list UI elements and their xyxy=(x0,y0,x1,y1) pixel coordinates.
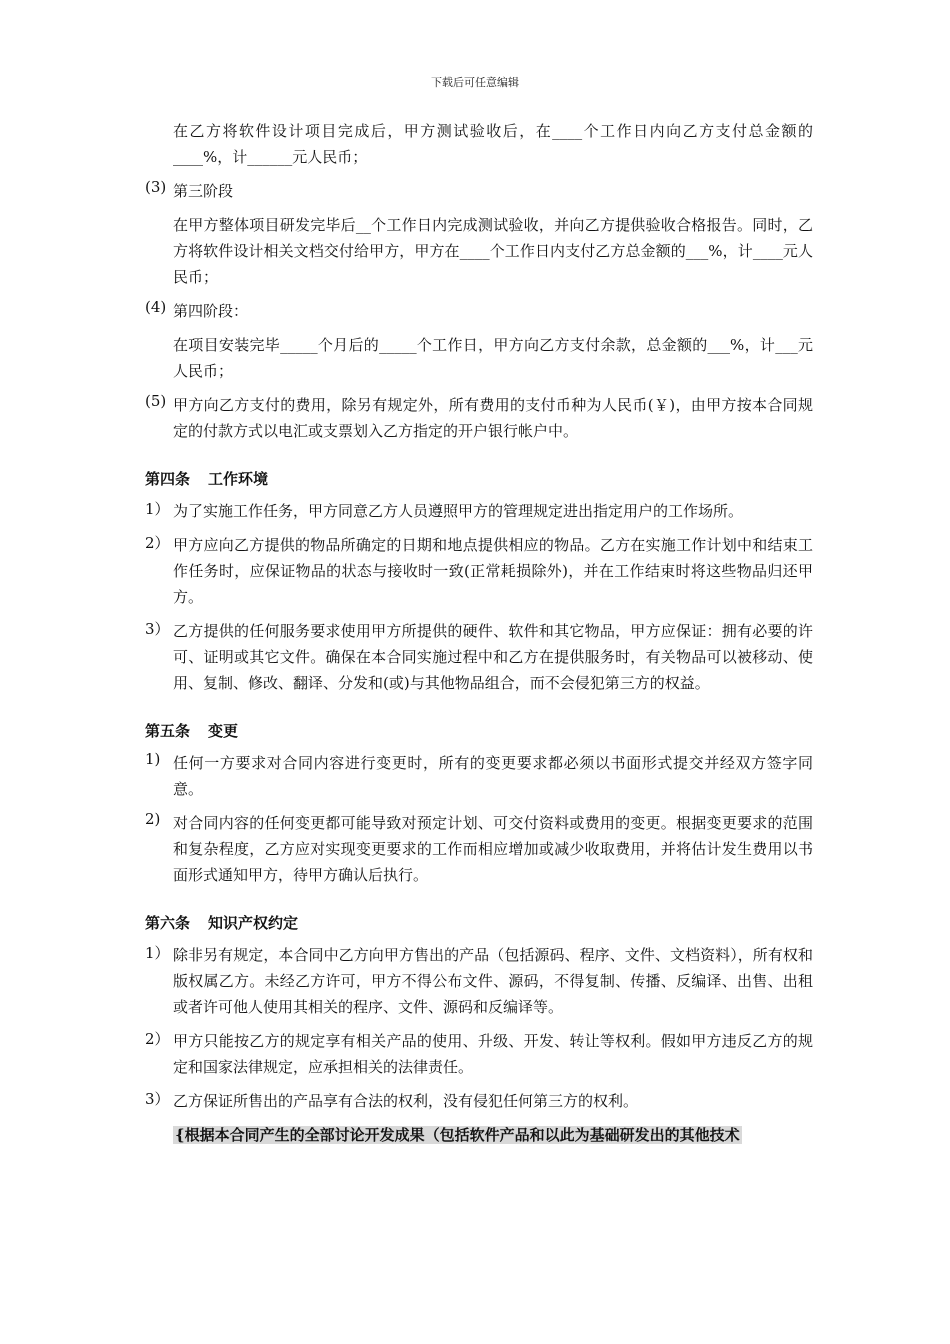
list-text: 任何一方要求对合同内容进行变更时，所有的变更要求都必须以书面形式提交并经双方签字同意。 xyxy=(173,754,813,798)
phase3-title: 第三阶段 xyxy=(173,182,234,200)
list-text: 除非另有规定，本合同中乙方向甲方售出的产品（包括源码、程序、文件、文档资料），所有权和版权属乙方。未经乙方许可，甲方不得公布文件、源码，不得复制、传播、反编译、出售、出租或者许可他人使用其相关的程序、文件、源码和反编译等。 xyxy=(173,946,813,1016)
list-item xyxy=(145,618,813,696)
list-number: (4) xyxy=(145,298,167,316)
list-text: 甲方应向乙方提供的物品所确定的日期和地点提供相应的物品。乙方在实施工作计划中和结束工作任务时，应保证物品的状态与接收时一致(正常耗损除外)，并在工作结束时将这些物品归还甲方。 xyxy=(173,536,813,606)
phase4-paragraph: 在项目安装完毕_____个月后的_____个工作日，甲方向乙方支付余款，总金额的___%，计___元人民币； xyxy=(173,336,813,380)
highlight-text: {根据本合同产生的全部讨论开发成果（包括软件产品和以此为基础研发出的其他技术 xyxy=(175,1126,740,1144)
article-5-heading xyxy=(145,718,813,744)
article-title: 变更 xyxy=(208,722,239,740)
list-number: (3) xyxy=(145,178,167,196)
article-label: 第四条 xyxy=(145,470,191,488)
list-item xyxy=(145,942,813,1020)
list-number: 3） xyxy=(145,620,170,638)
list-text: 为了实施工作任务，甲方同意乙方人员遵照甲方的管理规定进出指定用户的工作场所。 xyxy=(173,502,744,520)
list-number: 1) xyxy=(145,750,161,768)
article-6-heading xyxy=(145,910,813,936)
list-item xyxy=(145,1088,813,1114)
payment-item-5 xyxy=(145,392,813,444)
article-label: 第六条 xyxy=(145,914,191,932)
list-text: 甲方只能按乙方的规定享有相关产品的使用、升级、开发、转让等权利。假如甲方违反乙方的规定和国家法律规定，应承担相关的法律责任。 xyxy=(173,1032,813,1076)
list-text: 对合同内容的任何变更都可能导致对预定计划、可交付资料或费用的变更。根据变更要求的范围和复杂程度，乙方应对实现变更要求的工作而相应增加或减少收取费用，并将估计发生费用以书面形式通知甲方，待甲方确认后执行。 xyxy=(173,814,813,884)
phase3-title-row xyxy=(145,178,813,204)
list-number: 2) xyxy=(145,810,161,828)
phase4-title-row xyxy=(145,298,813,324)
list-number: (5) xyxy=(145,392,167,410)
list-item xyxy=(145,498,813,524)
article-4-heading xyxy=(145,466,813,492)
list-item xyxy=(145,532,813,610)
list-item xyxy=(145,750,813,802)
phase4-title: 第四阶段： xyxy=(173,302,249,320)
article-label: 第五条 xyxy=(145,722,191,740)
list-text: 甲方向乙方支付的费用，除另有规定外，所有费用的支付币种为人民币(￥)，由甲方按本合同规定的付款方式以电汇或支票划入乙方指定的开户银行帐户中。 xyxy=(173,396,813,440)
phase2-paragraph: 在乙方将软件设计项目完成后，甲方测试验收后，在____个工作日内向乙方支付总金额的____%，计______元人民币； xyxy=(173,122,813,166)
list-text: 乙方保证所售出的产品享有合法的权利，没有侵犯任何第三方的权利。 xyxy=(173,1092,639,1110)
article-title: 知识产权约定 xyxy=(208,914,299,932)
document-body xyxy=(145,118,813,1148)
list-number: 1） xyxy=(145,944,170,962)
article-title: 工作环境 xyxy=(208,470,269,488)
list-number: 3） xyxy=(145,1090,170,1108)
list-number: 1） xyxy=(145,500,170,518)
page-header: 下载后可任意编辑 xyxy=(431,76,519,89)
list-text: 乙方提供的任何服务要求使用甲方所提供的硬件、软件和其它物品，甲方应保证：拥有必要的许可、证明或其它文件。确保在本合同实施过程中和乙方在提供服务时，有关物品可以被移动、使用、复制、修改、翻译、分发和(或)与其他物品组合，而不会侵犯第三方的权益。 xyxy=(173,622,813,692)
list-number: 2） xyxy=(145,1030,170,1048)
list-number: 2） xyxy=(145,534,170,552)
list-item xyxy=(145,1028,813,1080)
phase3-paragraph: 在甲方整体项目研发完毕后__个工作日内完成测试验收，并向乙方提供验收合格报告。同时，乙方将软件设计相关文档交付给甲方，甲方在____个工作日内支付乙方总金额的___%，计____元人民币； xyxy=(173,216,813,286)
highlighted-clause xyxy=(145,1122,813,1148)
list-item xyxy=(145,810,813,888)
